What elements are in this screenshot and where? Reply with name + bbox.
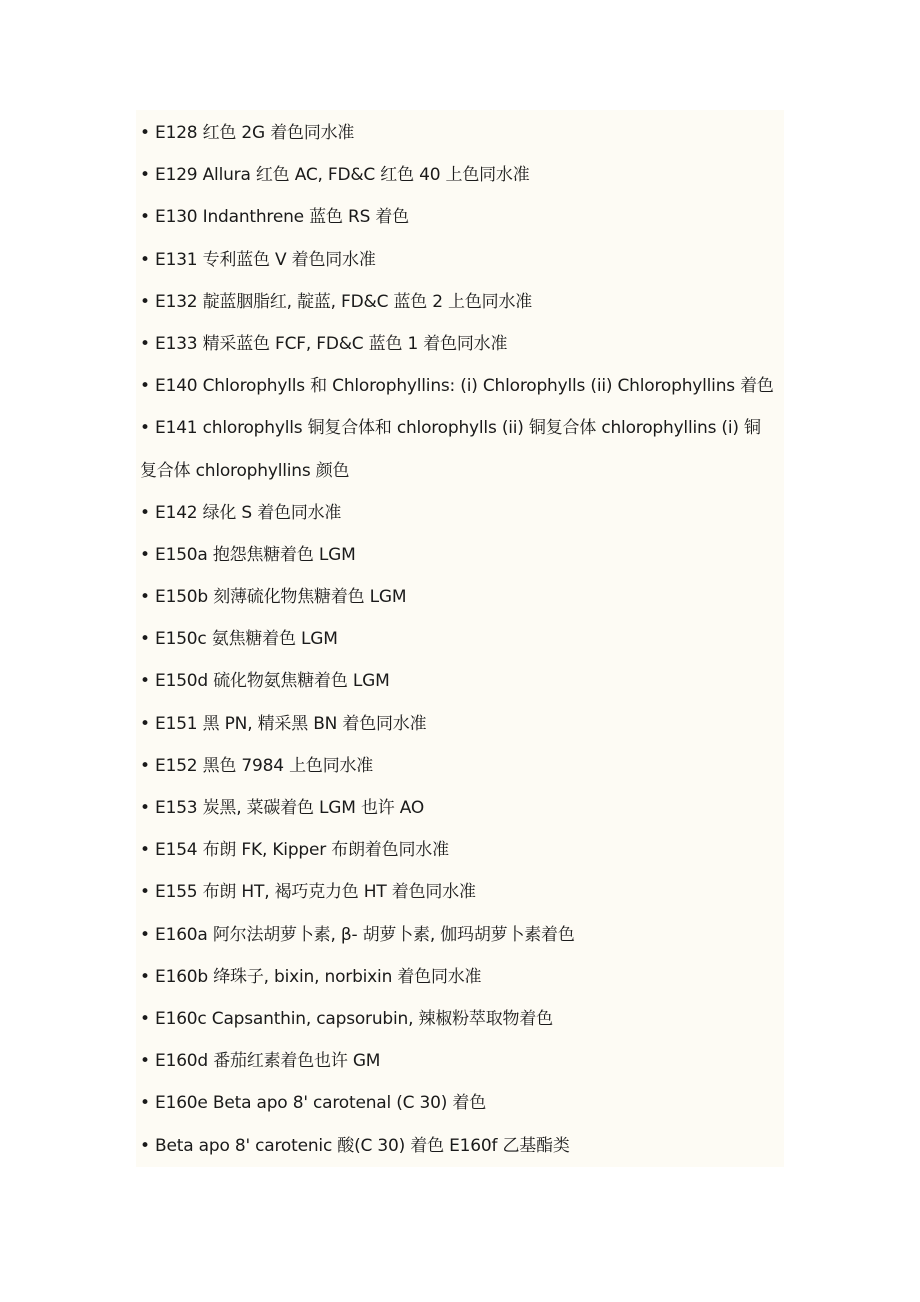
list-item: • E151 黑 PN, 精采黑 BN 着色同水准 [140, 713, 427, 734]
list-item: • E155 布朗 HT, 褐巧克力色 HT 着色同水准 [140, 882, 476, 903]
list-item: • E140 Chlorophylls 和 Chlorophyllins: (i) Chlorophylls (ii) Chlorophyllins 着色 [140, 376, 774, 397]
list-item: • E153 炭黑, 菜碳着色 LGM 也许 AO [140, 798, 425, 818]
list-item: • E132 靛蓝胭脂红, 靛蓝, FD&C 蓝色 2 上色同水准 [140, 291, 533, 312]
list-item: • E129 Allura 红色 AC, FD&C 红色 40 上色同水准 [140, 165, 530, 186]
list-item: • E150a 抱怨焦糖着色 LGM [140, 544, 356, 565]
list-item: • E160b 绛珠子, bixin, norbixin 着色同水准 [140, 966, 482, 987]
list-item: • E150d 硫化物氨焦糖着色 LGM [140, 671, 390, 692]
list-item: • E128 红色 2G 着色同水准 [140, 123, 355, 143]
list-item: • E150b 刻薄硫化物焦糖着色 LGM [140, 587, 407, 608]
list-item: • E133 精采蓝色 FCF, FD&C 蓝色 1 着色同水准 [140, 333, 508, 354]
list-item: • E131 专利蓝色 V 着色同水准 [140, 249, 376, 270]
list-item: • E160a 阿尔法胡萝卜素, β- 胡萝卜素, 伽玛胡萝卜素着色 [140, 924, 575, 945]
list-item-continuation: 复合体 chlorophyllins 颜色 [140, 460, 350, 481]
additive-list [140, 112, 782, 1167]
list-item: • E142 绿化 S 着色同水准 [140, 502, 342, 523]
list-item: • E160d 番茄红素着色也许 GM [140, 1051, 381, 1072]
list-item: • E160e Beta apo 8' carotenal (C 30) 着色 [140, 1093, 486, 1114]
list-item: • E130 Indanthrene 蓝色 RS 着色 [140, 207, 409, 228]
list-item: • E152 黑色 7984 上色同水准 [140, 755, 374, 776]
list-item: • E160c Capsanthin, capsorubin, 辣椒粉萃取物着色 [140, 1008, 553, 1029]
list-item: • E141 chlorophylls 铜复合体和 chlorophylls (ii) 铜复合体 chlorophyllins (i) 铜 [140, 418, 761, 439]
list-item: • E154 布朗 FK, Kipper 布朗着色同水准 [140, 840, 449, 861]
list-item: • E150c 氨焦糖着色 LGM [140, 629, 338, 650]
list-item: • Beta apo 8' carotenic 酸(C 30) 着色 E160f 乙基酯类 [140, 1135, 570, 1156]
